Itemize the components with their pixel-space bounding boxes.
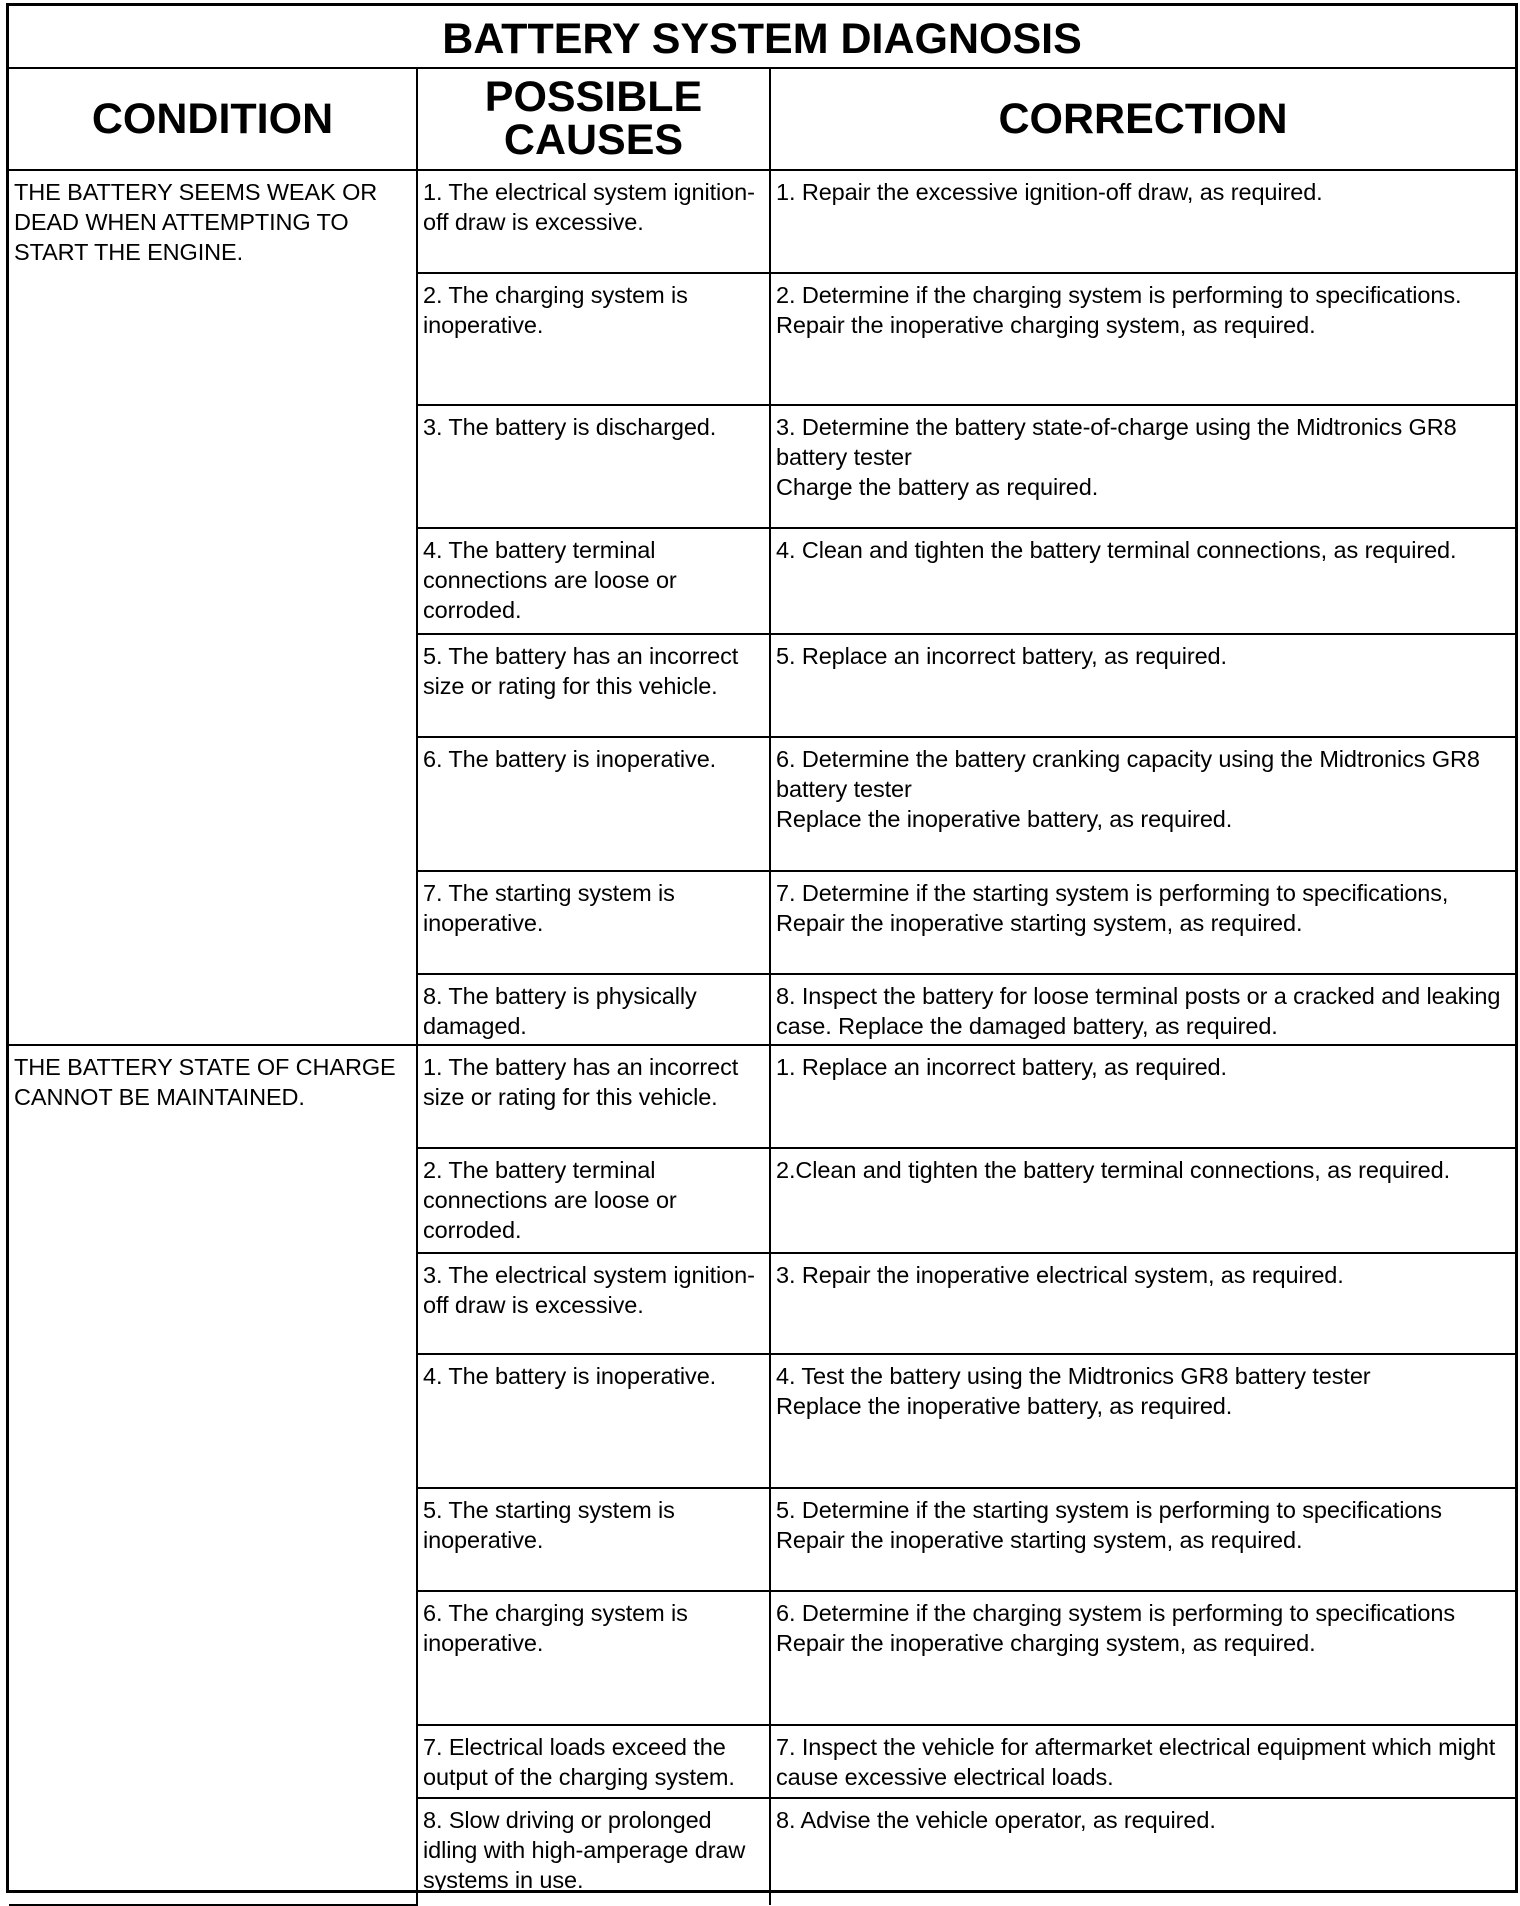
correction-line: 7. Inspect the vehicle for aftermarket electrical equipment which might cause excessive electrical loads. bbox=[776, 1734, 1496, 1790]
correction-line: 6. Determine the battery cranking capacity using the Midtronics GR8 battery tester bbox=[776, 746, 1480, 802]
diagnosis-table bbox=[9, 6, 1515, 1906]
correction-line: 5. Replace an incorrect battery, as required. bbox=[776, 643, 1227, 669]
correction-cell bbox=[770, 273, 1515, 405]
table-row bbox=[9, 1045, 1515, 1148]
correction-line: Replace the inoperative battery, as required. bbox=[776, 806, 1233, 832]
correction-line: 3. Repair the inoperative electrical system, as required. bbox=[776, 1262, 1344, 1288]
correction-cell bbox=[770, 1354, 1515, 1488]
correction-cell bbox=[770, 1591, 1515, 1725]
correction-cell bbox=[770, 1045, 1515, 1148]
correction-cell bbox=[770, 634, 1515, 737]
correction-line: 7. Determine if the starting system is performing to specifications, bbox=[776, 880, 1449, 906]
correction-cell bbox=[770, 1253, 1515, 1354]
correction-line: 6. Determine if the charging system is performing to specifications bbox=[776, 1600, 1456, 1626]
correction-line: Repair the inoperative charging system, as required. bbox=[776, 312, 1316, 338]
correction-line: 1. Repair the excessive ignition-off draw, as required. bbox=[776, 179, 1323, 205]
correction-line: Repair the inoperative charging system, as required. bbox=[776, 1630, 1316, 1656]
condition-cell: THE BATTERY STATE OF CHARGE CANNOT BE MAINTAINED. bbox=[9, 1045, 417, 1905]
cause-cell: 6. The battery is inoperative. bbox=[417, 737, 770, 871]
correction-cell bbox=[770, 1488, 1515, 1591]
cause-cell: 5. The battery has an incorrect size or rating for this vehicle. bbox=[417, 634, 770, 737]
title-row bbox=[9, 6, 1515, 68]
cause-cell: 4. The battery terminal connections are loose or corroded. bbox=[417, 528, 770, 634]
cause-cell: 8. Slow driving or prolonged idling with high-amperage draw systems in use. bbox=[417, 1798, 770, 1905]
cause-cell: 1. The battery has an incorrect size or rating for this vehicle. bbox=[417, 1045, 770, 1148]
cause-cell: 5. The starting system is inoperative. bbox=[417, 1488, 770, 1591]
correction-cell bbox=[770, 1798, 1515, 1905]
correction-line: Charge the battery as required. bbox=[776, 474, 1099, 500]
cause-cell: 4. The battery is inoperative. bbox=[417, 1354, 770, 1488]
correction-cell bbox=[770, 170, 1515, 273]
cause-cell: 3. The electrical system ignition-off draw is excessive. bbox=[417, 1253, 770, 1354]
correction-line: 3. Determine the battery state-of-charge using the Midtronics GR8 battery tester bbox=[776, 414, 1457, 470]
correction-cell bbox=[770, 974, 1515, 1045]
correction-line: Repair the inoperative starting system, as required. bbox=[776, 910, 1303, 936]
cause-cell: 7. Electrical loads exceed the output of the charging system. bbox=[417, 1725, 770, 1798]
header-possible-causes-line1: POSSIBLE bbox=[484, 73, 703, 121]
header-possible-causes bbox=[417, 68, 770, 170]
cause-cell: 2. The charging system is inoperative. bbox=[417, 273, 770, 405]
correction-line: 8. Advise the vehicle operator, as required. bbox=[776, 1807, 1216, 1833]
correction-line: 5. Determine if the starting system is performing to specifications bbox=[776, 1497, 1442, 1523]
correction-cell bbox=[770, 737, 1515, 871]
correction-line: 8. Inspect the battery for loose terminal posts or a cracked and leaking case. Replace the damaged battery, as required. bbox=[776, 983, 1501, 1039]
correction-cell bbox=[770, 1725, 1515, 1798]
correction-cell bbox=[770, 871, 1515, 974]
condition-cell: THE BATTERY SEEMS WEAK OR DEAD WHEN ATTEMPTING TO START THE ENGINE. bbox=[9, 170, 417, 1045]
table-title: BATTERY SYSTEM DIAGNOSIS bbox=[9, 6, 1515, 68]
diagnosis-sheet bbox=[6, 3, 1518, 1893]
correction-cell bbox=[770, 528, 1515, 634]
correction-cell bbox=[770, 1148, 1515, 1253]
correction-line: 1. Replace an incorrect battery, as required. bbox=[776, 1054, 1227, 1080]
header-row bbox=[9, 68, 1515, 170]
cause-cell: 3. The battery is discharged. bbox=[417, 405, 770, 528]
header-condition: CONDITION bbox=[9, 68, 417, 170]
cause-cell: 8. The battery is physically damaged. bbox=[417, 974, 770, 1045]
cause-cell: 1. The electrical system ignition-off draw is excessive. bbox=[417, 170, 770, 273]
cause-cell: 2. The battery terminal connections are loose or corroded. bbox=[417, 1148, 770, 1253]
correction-line: 4. Test the battery using the Midtronics GR8 battery tester bbox=[776, 1363, 1371, 1389]
cause-cell: 7. The starting system is inoperative. bbox=[417, 871, 770, 974]
correction-line: Replace the inoperative battery, as required. bbox=[776, 1393, 1233, 1419]
correction-line: 4. Clean and tighten the battery terminal connections, as required. bbox=[776, 537, 1457, 563]
table-row bbox=[9, 170, 1515, 273]
header-possible-causes-line2: CAUSES bbox=[503, 116, 684, 164]
correction-cell bbox=[770, 405, 1515, 528]
correction-line: Repair the inoperative starting system, as required. bbox=[776, 1527, 1303, 1553]
correction-line: 2. Determine if the charging system is performing to specifications. bbox=[776, 282, 1462, 308]
correction-line: 2.Clean and tighten the battery terminal connections, as required. bbox=[776, 1157, 1451, 1183]
header-correction: CORRECTION bbox=[770, 68, 1515, 170]
cause-cell: 6. The charging system is inoperative. bbox=[417, 1591, 770, 1725]
